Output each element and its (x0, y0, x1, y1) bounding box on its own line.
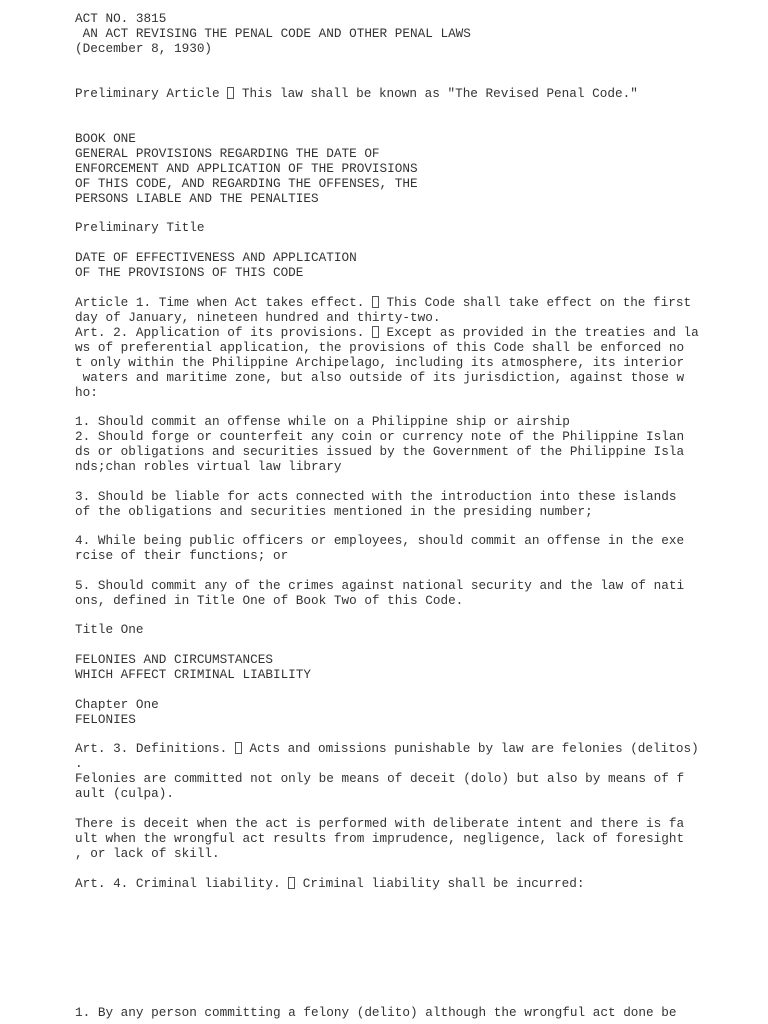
act-date: (December 8, 1930) (75, 41, 213, 56)
list-item: 1. Should commit an offense while on a Philippine ship or airship (75, 414, 570, 429)
list-item-line: nds;chan robles virtual law library (75, 459, 342, 474)
act-title: AN ACT REVISING THE PENAL CODE AND OTHER PENAL LAWS (75, 26, 471, 41)
chapter-heading: FELONIES (75, 712, 136, 727)
article-2-line: ws of preferential application, the provisions of this Code shall be enforced no (75, 340, 685, 355)
book-subtitle-line: PERSONS LIABLE AND THE PENALTIES (75, 191, 319, 206)
article-3-line: , or lack of skill. (75, 846, 220, 861)
missing-glyph-icon (372, 296, 379, 308)
title-one-label: Title One (75, 622, 144, 637)
article-3-line: Felonies are committed not only be means of deceit (dolo) but also by means of f (75, 771, 685, 786)
preliminary-title-label: Preliminary Title (75, 220, 205, 235)
title-one-heading: FELONIES AND CIRCUMSTANCES (75, 652, 273, 667)
article-4: Art. 4. Criminal liability. Criminal liability shall be incurred: (75, 876, 585, 891)
list-item-line: ds or obligations and securities issued by the Government of the Philippine Isla (75, 444, 685, 459)
missing-glyph-icon (372, 326, 379, 338)
article-3-line: There is deceit when the act is performed with deliberate intent and there is fa (75, 816, 685, 831)
list-item: 5. Should commit any of the crimes against national security and the law of nati (75, 578, 685, 593)
list-item-line: of the obligations and securities mentioned in the presiding number; (75, 504, 593, 519)
article-3: Art. 3. Definitions. Acts and omissions punishable by law are felonies (delitos) (75, 741, 699, 756)
preliminary-article: Preliminary Article This law shall be known as "The Revised Penal Code." (75, 86, 638, 101)
book-subtitle-line: ENFORCEMENT AND APPLICATION OF THE PROVISIONS (75, 161, 418, 176)
title-one-heading: WHICH AFFECT CRIMINAL LIABILITY (75, 667, 312, 682)
article-2-line: t only within the Philippine Archipelago, including its atmosphere, its interior (75, 355, 685, 370)
book-heading: BOOK ONE (75, 131, 136, 146)
article-2-line: ho: (75, 385, 98, 400)
article-3-line: ult when the wrongful act results from imprudence, negligence, lack of foresight (75, 831, 685, 846)
article-1: Article 1. Time when Act takes effect. This Code shall take effect on the first (75, 295, 692, 310)
preliminary-title-heading: OF THE PROVISIONS OF THIS CODE (75, 265, 304, 280)
act-number: ACT NO. 3815 (75, 11, 167, 26)
article-1-line: day of January, nineteen hundred and thirty-two. (75, 310, 441, 325)
article-3-line: . (75, 756, 83, 771)
list-item: 4. While being public officers or employees, should commit an offense in the exe (75, 533, 685, 548)
article-4-item: 1. By any person committing a felony (delito) although the wrongful act done be (75, 1005, 677, 1020)
article-3-line: ault (culpa). (75, 786, 174, 801)
list-item: 3. Should be liable for acts connected with the introduction into these islands (75, 489, 677, 504)
article-2-line: waters and maritime zone, but also outside of its jurisdiction, against those w (75, 370, 685, 385)
list-item: 2. Should forge or counterfeit any coin or currency note of the Philippine Islan (75, 429, 685, 444)
book-subtitle-line: GENERAL PROVISIONS REGARDING THE DATE OF (75, 146, 380, 161)
list-item-line: rcise of their functions; or (75, 548, 289, 563)
preliminary-title-heading: DATE OF EFFECTIVENESS AND APPLICATION (75, 250, 357, 265)
missing-glyph-icon (235, 742, 242, 754)
book-subtitle-line: OF THIS CODE, AND REGARDING THE OFFENSES, THE (75, 176, 418, 191)
chapter-label: Chapter One (75, 697, 159, 712)
list-item-line: ons, defined in Title One of Book Two of this Code. (75, 593, 464, 608)
article-2: Art. 2. Application of its provisions. Except as provided in the treaties and la (75, 325, 699, 340)
